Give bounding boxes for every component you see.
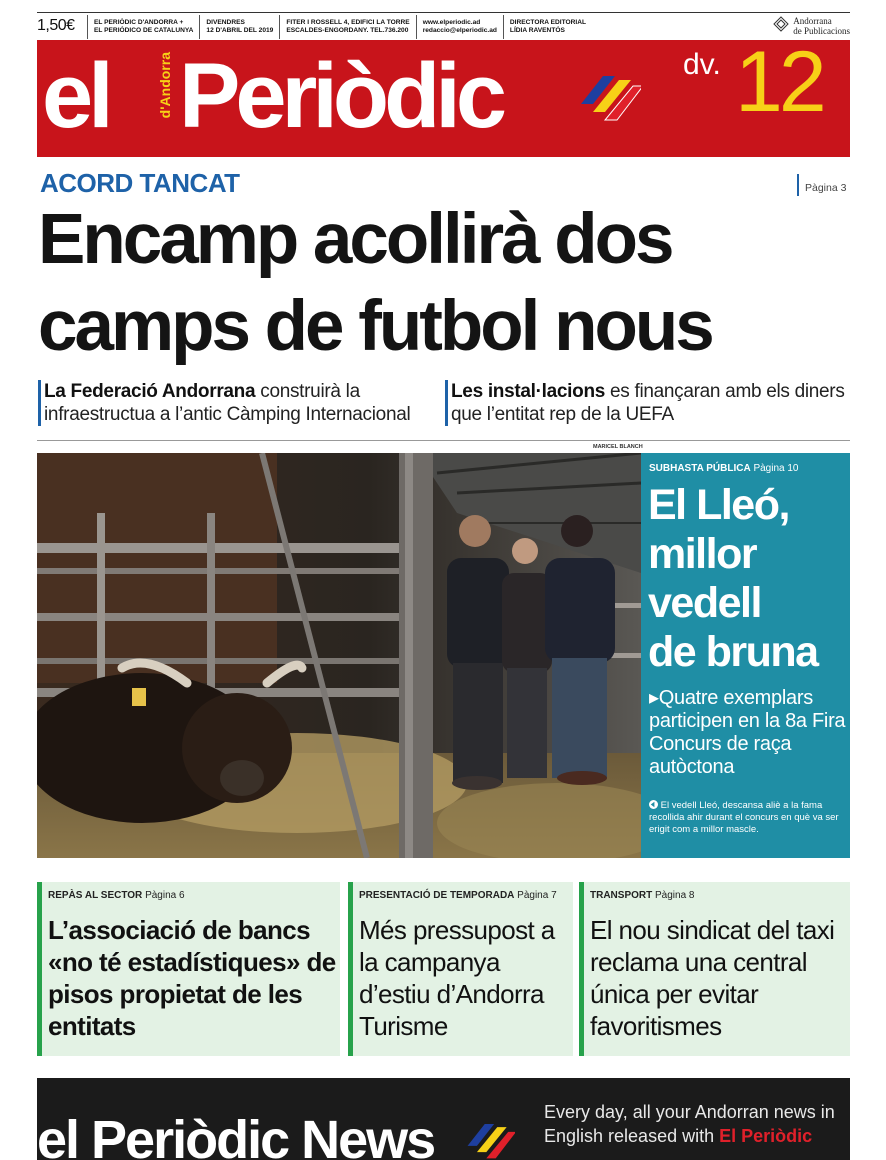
headline-line: de bruna	[648, 628, 818, 676]
logo-periodic: Periòdic	[179, 45, 503, 147]
photo-caption	[649, 800, 849, 836]
news-logo: el Periòdic News	[37, 1110, 435, 1160]
kicker-label: TRANSPORT	[590, 890, 653, 901]
news-promo-banner[interactable]	[37, 1078, 850, 1160]
publisher-name: de Publicacions	[793, 26, 850, 36]
contact-info	[416, 15, 503, 39]
page-ref: Pàgina 7	[517, 890, 557, 901]
feature-page-ref: Pàgina 10	[753, 463, 799, 474]
headline-line: millor	[648, 530, 757, 578]
publisher-diamond-icon	[773, 16, 789, 32]
feature-bullet: ▸Quatre exemplars participen en la 8a Fira Concurs de raça autòctona	[649, 687, 846, 778]
website-link[interactable]: www.elperiodic.ad	[422, 19, 481, 26]
promo-text: English released with	[544, 1126, 720, 1146]
story-box-tourism[interactable]	[348, 882, 573, 1056]
page-ref: Pàgina 8	[655, 890, 695, 901]
publisher-name: Andorrana	[793, 16, 832, 26]
date-info	[199, 15, 279, 39]
lead-kicker: ACORD TANCAT	[40, 168, 240, 198]
director-name: LÍDIA RAVENTÓS	[509, 27, 565, 34]
price: 1,50€	[37, 17, 75, 34]
logo-el: el	[42, 45, 109, 147]
day-number: 12	[735, 40, 823, 130]
andorra-flag-icon	[467, 1124, 515, 1160]
promo-line: Every day, all your Andorran news in	[544, 1102, 835, 1122]
weekday: DIVENDRES	[206, 19, 245, 26]
story-kicker	[590, 890, 695, 901]
headline-line: vedell	[648, 579, 761, 627]
caption-arrow-icon	[649, 800, 658, 809]
address-info	[279, 15, 415, 39]
subhead-left	[38, 380, 443, 426]
date: 12 D'ABRIL DEL 2019	[206, 27, 274, 34]
address-line: FITER I ROSSELL 4, EDIFICI LA TORRE	[286, 19, 410, 26]
day-abbrev: dv.	[683, 48, 721, 81]
feature-photo[interactable]	[37, 453, 641, 858]
director-title: DIRECTORA EDITORIAL	[509, 19, 586, 26]
divider	[37, 440, 850, 441]
kicker-label: REPÀS AL SECTOR	[48, 890, 143, 901]
story-headline: El nou sindicat del taxi reclama una central única per evitar favoritismes	[590, 915, 835, 1041]
promo-brand: El Periòdic	[719, 1126, 813, 1146]
lead-headline[interactable]	[38, 196, 858, 370]
address-line: ESCALDES-ENGORDANY. TEL.736.200	[286, 27, 409, 34]
subhead-text: es finançaran amb els diners que l’entitat rep de la UEFA	[451, 381, 845, 425]
feature-kicker	[649, 463, 799, 474]
subhead-text: construirà la infraestructua a l’antic Càmping Internacional	[44, 381, 411, 425]
top-info-strip	[37, 12, 850, 38]
lead-page-ref[interactable]: Pàgina 3	[797, 174, 846, 196]
andorra-flag-icon	[581, 76, 641, 122]
story-box-banks[interactable]	[37, 882, 340, 1056]
feature-kicker-label: SUBHASTA PÚBLICA	[649, 463, 751, 474]
story-headline: L’associació de bancs «no té estadístiques» de pisos propietat de les entitats	[48, 915, 336, 1041]
logo-dandorra: d'Andorra	[157, 52, 173, 119]
edition-line: EL PERIÒDIC D'ANDORRA +	[94, 19, 184, 26]
email-link[interactable]: redaccio@elperiodic.ad	[422, 27, 497, 34]
page-ref: Pàgina 6	[145, 890, 185, 901]
subhead-right	[445, 380, 850, 426]
caption-text: El vedell Lleó, descansa aliè a la fama recollida ahir durant el concurs en què va ser erigit com a millor mascle.	[649, 800, 839, 835]
story-headline: Més pressupost a la campanya d’estiu d’Andorra Turisme	[359, 915, 555, 1041]
promo-line	[544, 1124, 835, 1148]
kicker-label: PRESENTACIÓ DE TEMPORADA	[359, 890, 515, 901]
news-promo-text	[544, 1100, 835, 1148]
headline-line: camps de futbol nous	[38, 287, 712, 366]
director-info	[503, 15, 592, 39]
barn-bull-image	[37, 453, 641, 858]
feature-panel[interactable]	[641, 453, 850, 858]
photo-credit: MARICEL BLANCH	[593, 444, 643, 450]
headline-line: Encamp acollirà dos	[38, 200, 672, 279]
lead-subheads	[38, 380, 850, 426]
headline-line: El Lleó,	[648, 481, 789, 529]
publisher-logo	[773, 13, 850, 36]
masthead	[37, 40, 850, 157]
story-kicker	[48, 890, 185, 901]
edition-line: EL PERIÓDICO DE CATALUNYA	[94, 27, 194, 34]
story-box-taxi[interactable]	[579, 882, 850, 1056]
secondary-stories	[37, 882, 850, 1056]
feature-headline	[648, 481, 818, 677]
subhead-bold: La Federació Andorrana	[44, 381, 256, 402]
story-kicker	[359, 890, 557, 901]
subhead-bold: Les instal·lacions	[451, 381, 606, 402]
edition-info	[87, 15, 199, 39]
